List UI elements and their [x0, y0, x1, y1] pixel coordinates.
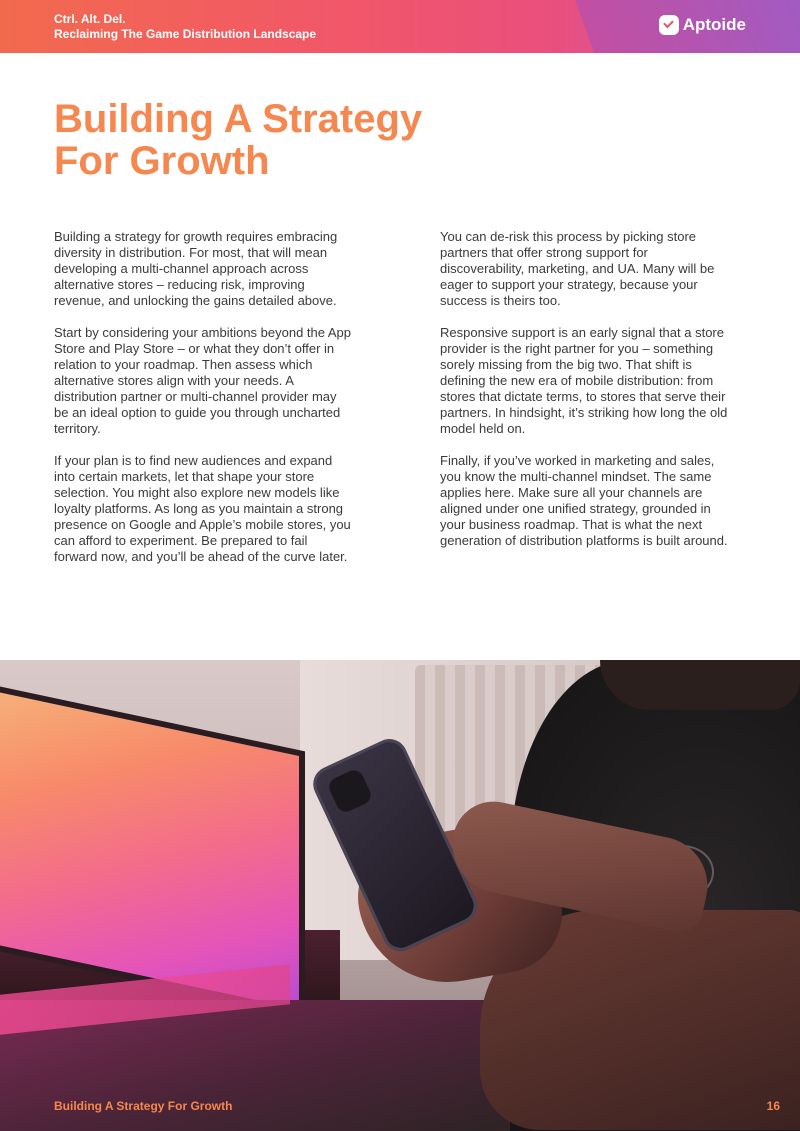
page-title-line1: Building A Strategy: [54, 97, 423, 141]
hero-photo: [0, 660, 800, 1131]
paragraph: Start by considering your ambitions beyond the App Store and Play Store – or what they don’t offer in relation to your roadmap. Then assess which alternative stores align with your needs. A distribution partner or multi-channel provider may be an ideal option to guide you through uncharted territory.: [54, 325, 352, 436]
brand-logo: [659, 15, 746, 35]
left-column: [54, 229, 354, 581]
page-number: 16: [766, 1099, 780, 1113]
photo-person-beard: [600, 660, 800, 710]
right-column: [440, 229, 730, 565]
footer-section-title: Building A Strategy For Growth: [54, 1099, 233, 1113]
page-title-line2: For Growth: [54, 139, 270, 183]
paragraph: Responsive support is an early signal that a store provider is the right partner for you – something sorely missing from the big two. That shift is defining the new era of mobile distribution: from stores that dictate terms, to stores that serve their partners. In hindsight, it’s striking how long the old model held on.: [440, 325, 728, 436]
page-header: [0, 0, 800, 53]
paragraph: You can de-risk this process by picking store partners that offer strong support for discoverability, marketing, and UA. Many will be eager to support your strategy, because your success is theirs too.: [440, 229, 715, 308]
header-kicker: [54, 12, 316, 42]
paragraph: Finally, if you’ve worked in marketing and sales, you know the multi-channel mindset. The same applies here. Make sure all your channels are aligned under one unified strategy, grounded in your business roadmap. That is what the next generation of distribution platforms is built around.: [440, 453, 728, 548]
page-title: [54, 98, 554, 182]
header-kicker-line1: Ctrl. Alt. Del.: [54, 12, 126, 26]
header-kicker-line2: Reclaiming The Game Distribution Landscape: [54, 27, 317, 41]
paragraph: If your plan is to find new audiences and expand into certain markets, let that shape your store selection. You might also explore new models like loyalty platforms. As long as you maintain a strong presence on Google and Apple’s mobile stores, you can afford to experiment. Be prepared to fail forward now, and you’ll be ahead of the curve later.: [54, 453, 351, 564]
photo-phone-camera: [326, 767, 374, 815]
brand-name: Aptoide: [682, 15, 746, 34]
paragraph: Building a strategy for growth requires embracing diversity in distribution. For most, that will mean developing a multi-channel approach across alternative stores – reducing risk, improving revenue, and unlocking the gains detailed above.: [54, 229, 338, 308]
aptoide-heart-check-icon: [659, 15, 679, 35]
